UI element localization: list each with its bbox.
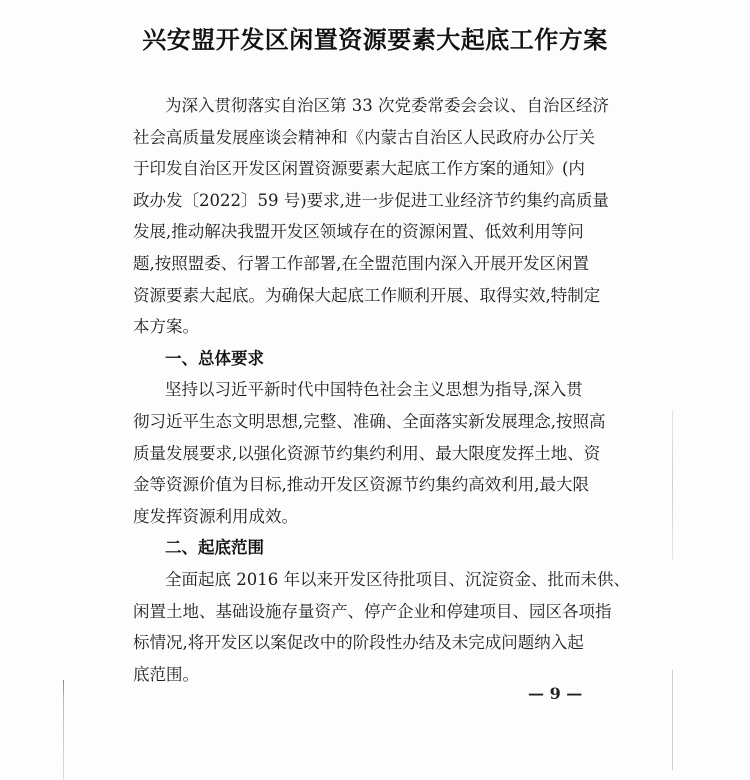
section-line: 质量发展要求,以强化资源节约集约利用、最大限度发挥土地、资 (133, 443, 601, 463)
section-line: 度发挥资源利用成效。 (133, 506, 298, 526)
section-line: 彻习近平生态文明思想,完整、准确、全面落实新发展理念,按照高 (133, 411, 606, 431)
scan-edge-line (63, 680, 64, 780)
intro-line: 于印发自治区开发区闲置资源要素大起底工作方案的通知》(内 (133, 159, 585, 179)
intro-line: 题,按照盟委、行署工作部署,在全盟范围内深入开展开发区闲置 (133, 253, 589, 273)
section-line: 金等资源价值为目标,推动开发区资源节约集约高效利用,最大限 (133, 475, 589, 495)
section-heading-general-requirements: 一、总体要求 (165, 348, 264, 368)
document-title: 兴安盟开发区闲置资源要素大起底工作方案 (142, 26, 608, 54)
scan-edge-line (672, 670, 673, 770)
intro-line: 社会高质量发展座谈会精神和《内蒙古自治区人民政府办公厅关 (133, 127, 595, 147)
section-line: 坚持以习近平新时代中国特色社会主义思想为指导,深入贯 (165, 380, 583, 400)
section-line: 底范围。 (133, 664, 199, 684)
intro-line: 为深入贯彻落实自治区第 33 次党委常委会会议、自治区经济 (165, 96, 609, 115)
section-line: 标情况,将开发区以案促改中的阶段性办结及未完成问题纳入起 (133, 633, 584, 653)
section-line: 闲置土地、基础设施存量资产、停产企业和停建项目、园区各项指 (133, 601, 612, 621)
section-line: 全面起底 2016 年以来开发区待批项目、沉淀资金、批而未供、 (165, 569, 630, 589)
intro-line: 本方案。 (133, 317, 199, 337)
page-number: — 9 — (528, 684, 583, 703)
document-body (133, 90, 630, 690)
intro-line: 发展,推动解决我盟开发区领域存在的资源闲置、低效利用等问 (133, 222, 584, 242)
intro-line: 资源要素大起底。为确保大起底工作顺利开展、取得实效,特制定 (133, 285, 601, 305)
scan-edge-line (672, 410, 673, 560)
section-heading-scope: 二、起底范围 (165, 538, 264, 558)
intro-line: 政办发〔2022〕59 号)要求,进一步促进工业经济节约集约高质量 (133, 190, 609, 210)
